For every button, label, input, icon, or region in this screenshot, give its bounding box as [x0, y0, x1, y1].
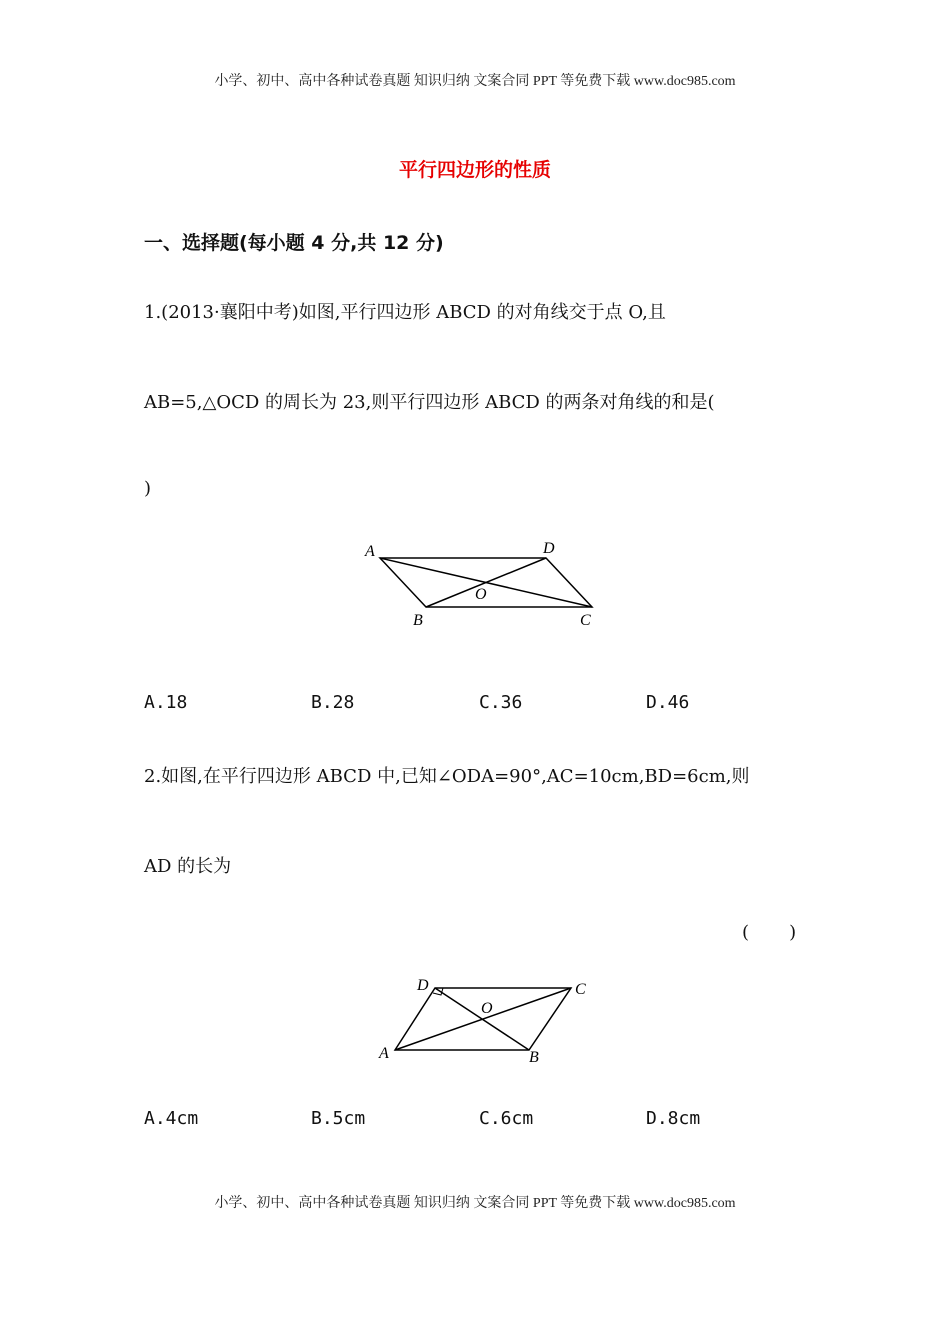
q1-label-a: A: [365, 543, 375, 560]
q1-figure: [360, 535, 600, 635]
q1-text-line2: AB=5,△OCD 的周长为 23,则平行四边形 ABCD 的两条对角线的和是(: [144, 392, 715, 413]
q1-label-c: C: [580, 612, 591, 629]
q2-diagonal-bd: [435, 988, 529, 1050]
q2-text-line1: 2.如图,在平行四边形 ABCD 中,已知∠ODA=90°,AC=10cm,BD=6cm,则: [144, 766, 750, 787]
q2-option-d: D.8cm: [646, 1108, 701, 1129]
q1-label-o: O: [475, 586, 487, 603]
q2-figure: [375, 972, 595, 1072]
q2-label-a: A: [379, 1045, 389, 1062]
q1-label-d: D: [543, 540, 555, 557]
q1-option-a: A.18: [144, 692, 188, 713]
page-title: 平行四边形的性质: [398, 159, 551, 181]
q2-label-c: C: [575, 981, 586, 998]
q1-text-line3: ): [144, 478, 152, 499]
q2-answer-blank: ( ): [742, 922, 797, 943]
q1-option-c: C.36: [479, 692, 523, 713]
q2-option-a: A.4cm: [144, 1108, 199, 1129]
q2-option-b: B.5cm: [311, 1108, 366, 1129]
q2-label-d: D: [417, 977, 429, 994]
page-footer: 小学、初中、高中各种试卷真题 知识归纳 文案合同 PPT 等免费下载 www.doc985.com: [214, 1196, 736, 1211]
q2-label-b: B: [529, 1049, 539, 1066]
q1-label-b: B: [413, 612, 423, 629]
q2-option-c: C.6cm: [479, 1108, 534, 1129]
q1-option-d: D.46: [646, 692, 690, 713]
q1-text-line1: 1.(2013·襄阳中考)如图,平行四边形 ABCD 的对角线交于点 O,且: [144, 302, 666, 323]
section-heading: 一、选择题(每小题 4 分,共 12 分): [144, 232, 444, 254]
page-header: 小学、初中、高中各种试卷真题 知识归纳 文案合同 PPT 等免费下载 www.doc985.com: [214, 74, 736, 89]
q2-label-o: O: [481, 1000, 493, 1017]
q1-option-b: B.28: [311, 692, 355, 713]
q2-text-line2: AD 的长为: [144, 856, 232, 877]
